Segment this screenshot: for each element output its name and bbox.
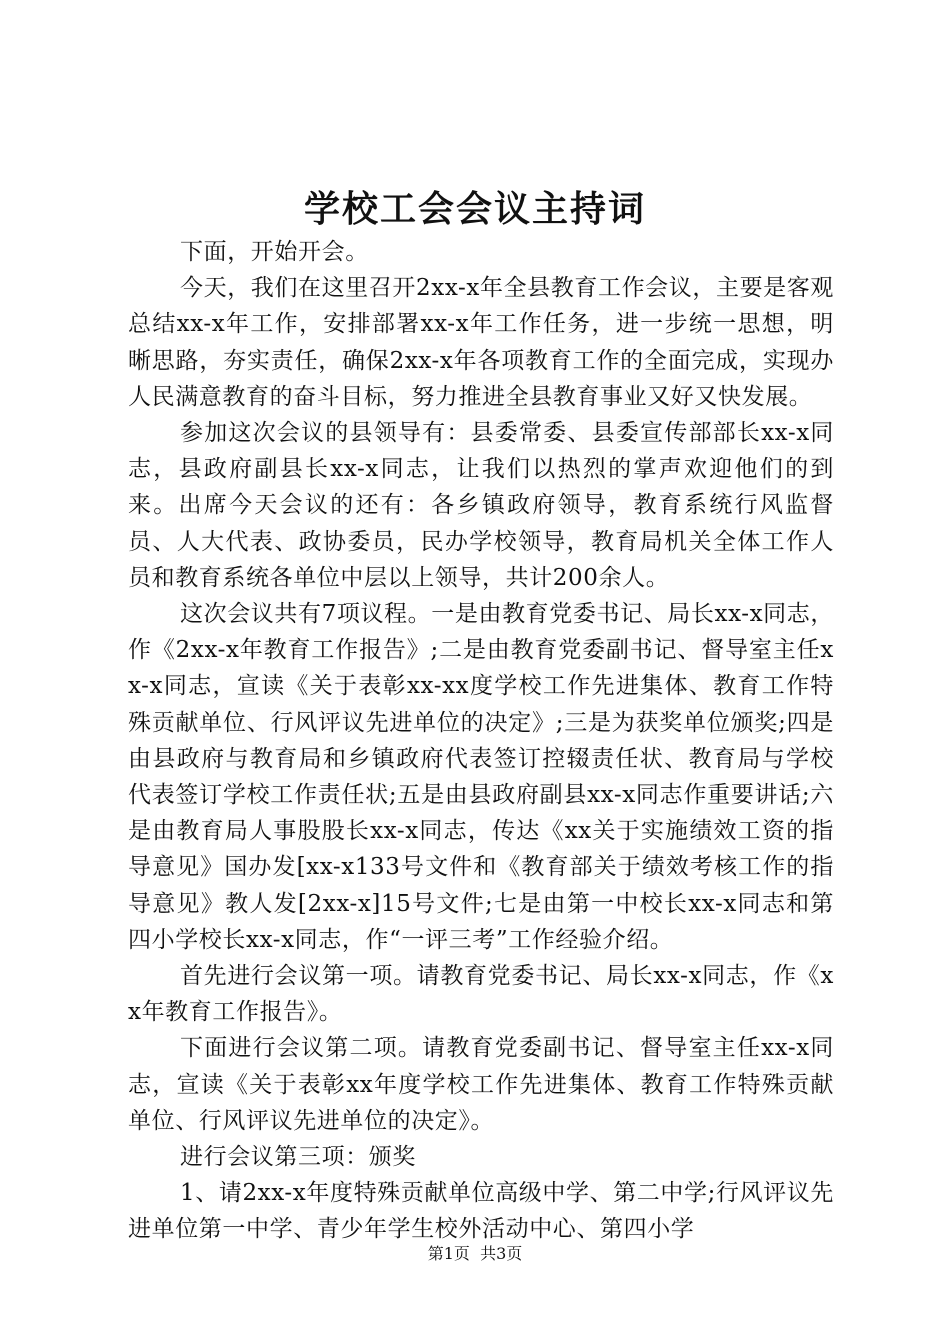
paragraph-attendees: 参加这次会议的县领导有：县委常委、县委宣传部部长xx-x同志，县政府副县长xx-x同志，让我们以热烈的掌声欢迎他们的到来。出席今天会议的还有：各乡镇政府领导，教育系统行风监督员、人大代表、政协委员，民办学校领导，教育局机关全体工作人员和教育系统各单位中层以上领导，共计200余人。: [128, 420, 834, 591]
paragraph-agenda: 这次会议共有7项议程。一是由教育党委书记、局长xx-x同志，作《2xx-x年教育工作报告》;二是由教育党委副书记、督导室主任xx-x同志，宣读《关于表彰xx-xx度学校工作先进集体、教育工作特殊贡献单位、行风评议先进单位的决定》;三是为获奖单位颁奖;四是由县政府与教育局和乡镇政府代表签订控辍责任状、教育局与学校代表签订学校工作责任状;五是由县政府副县xx-x同志作重要讲话;六是由教育局人事股股长xx-x同志，传达《xx关于实施绩效工资的指导意见》国办发[xx-x133号文件和《教育部关于绩效考核工作的指导意见》教人发[2xx-x]15号文件;七是由第一中校长xx-x同志和第四小学校长xx-x同志，作“一评三考”工作经验介绍。: [128, 601, 834, 953]
paragraph-award-list: 1、请2xx-x年度特殊贡献单位高级中学、第二中学;行风评议先进单位第一中学、青少年学生校外活动中心、第四小学: [128, 1180, 834, 1243]
paragraph-item-three: 进行会议第三项：颁奖: [180, 1144, 416, 1171]
paragraph-item-two: 下面进行会议第二项。请教育党委副书记、督导室主任xx-x同志，宣读《关于表彰xx年度学校工作先进集体、教育工作特殊贡献单位、行风评议先进单位的决定》。: [128, 1035, 834, 1134]
page-total: 共3页: [480, 1244, 523, 1263]
footer-spacer: [470, 1244, 480, 1263]
document-body: [128, 234, 834, 1248]
paragraph-opening: 下面，开始开会。: [180, 239, 369, 265]
page-footer: [0, 1243, 950, 1265]
page-number: 第1页: [427, 1244, 470, 1263]
paragraph-meeting-purpose: 今天，我们在这里召开2xx-x年全县教育工作会议，主要是客观总结xx-x年工作，安排部署xx-x年工作任务，进一步统一思想，明晰思路，夯实责任，确保2xx-x年各项教育工作的全面完成，实现办人民满意教育的奋斗目标，努力推进全县教育事业又好又快发展。: [128, 275, 834, 410]
paragraph-item-one: 首先进行会议第一项。请教育党委书记、局长xx-x同志，作《xx年教育工作报告》。: [128, 963, 834, 1026]
document-title: 学校工会会议主持词: [303, 188, 646, 230]
